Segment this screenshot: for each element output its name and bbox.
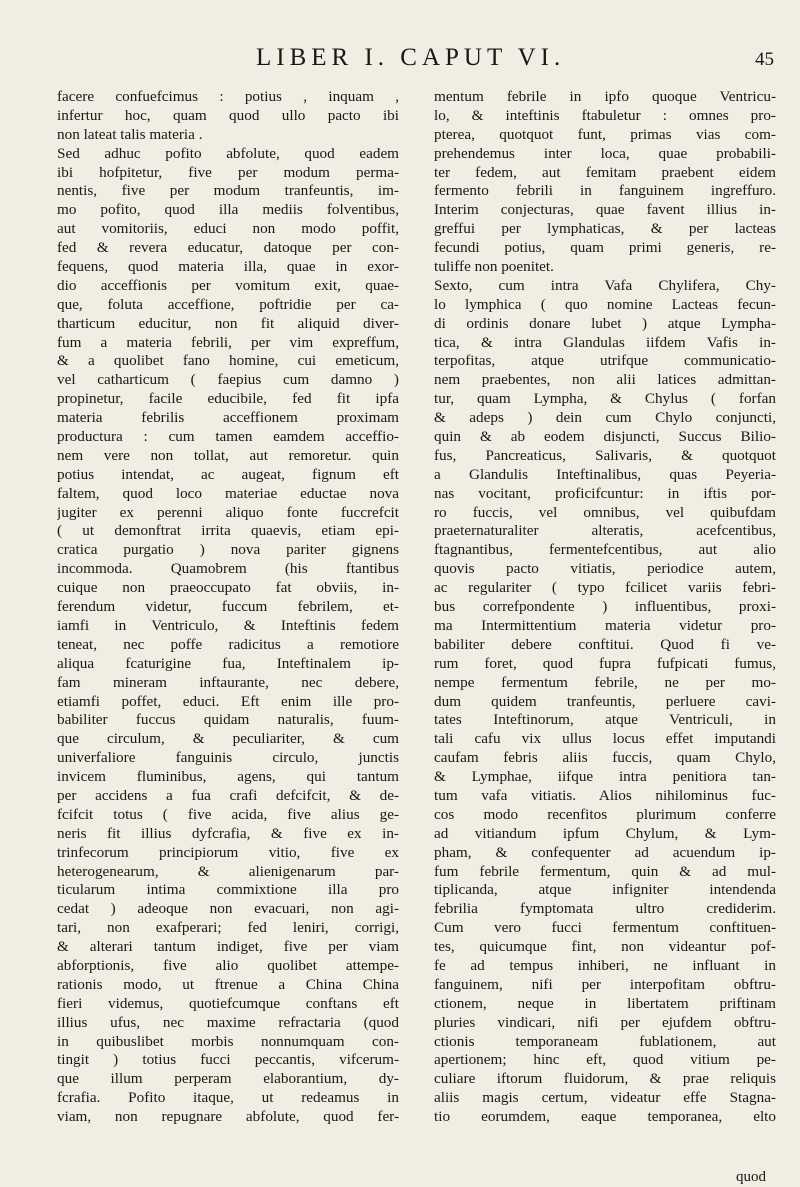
- text-line: heterogenearum, & alienigenarum par-: [57, 862, 399, 880]
- text-line: & alterari tantum indiget, five per viam: [57, 938, 399, 956]
- text-line: cos modo recenfitos plurimum conferre: [434, 805, 776, 823]
- text-line: Interim conjecturas, quae favent illius in-: [434, 201, 776, 219]
- text-line: quin & ab eodem disjuncti, Succus Bilio-: [434, 428, 776, 446]
- text-line: quovis pacto vitiatis, periodice autem,: [434, 560, 776, 578]
- text-line: propinetur, facile educibile, fed fit ipfa: [57, 390, 399, 408]
- text-line: nem praebentes, non alii latices admittan-: [434, 371, 776, 389]
- text-line: facere confuefcimus : potius , inquam ,: [57, 88, 399, 105]
- text-line: neris fit illius dyfcrafia, & five ex in-: [57, 824, 399, 842]
- text-line: fcrafia. Pofito itaque, ut redeamus in: [57, 1089, 399, 1107]
- text-line: tum vafa vitiatis. Alios nihilominus fuc-: [434, 786, 776, 804]
- text-line: non lateat talis materia .: [57, 125, 203, 143]
- text-line: & Lymphae, iifque intra penitiora tan-: [434, 768, 776, 786]
- text-line: productura : cum tamen eamdem acceffio-: [57, 428, 399, 446]
- text-line: ibi hofpitetur, five per modum perma-: [57, 163, 399, 181]
- text-line: faltem, quod loco materiae eductae nova: [57, 484, 399, 502]
- text-line: fieri videmus, quotiefcumque conftans eft: [57, 994, 399, 1012]
- text-line: ro fuccis, vel omnibus, vel quibufdam: [434, 503, 776, 521]
- text-line: aliqua fcaturigine fua, Inteftinalem ip-: [57, 654, 399, 672]
- text-line: fam mineram inftaurante, nec debere,: [57, 673, 399, 691]
- text-line: ac regulariter ( typo fcilicet variis febri-: [434, 579, 776, 597]
- text-line: viam, non repugnare abfolute, quod fer-: [57, 1108, 399, 1126]
- text-line: invicem fluminibus, agens, qui tantum: [57, 768, 399, 786]
- text-line: pham, & confequenter ad acuendum ip-: [434, 843, 776, 861]
- running-header: [60, 44, 780, 78]
- text-line: tharticum educitur, non fit aliquid diver-: [57, 314, 399, 332]
- text-line: fanguinem, nifi per interpofitam obftru-: [434, 975, 776, 993]
- text-line: ad vitiandum ipfum Chylum, & Lym-: [434, 824, 776, 842]
- text-line: infertur hoc, quam quod ullo pacto ibi: [57, 106, 399, 124]
- text-line: aliis magis certum, videatur effe Stagna-: [434, 1089, 776, 1107]
- text-line: ctionis temporaneam fublationem, aut: [434, 1032, 776, 1050]
- text-line: tiplicanda, atque infigniter intendenda: [434, 881, 776, 899]
- text-line: nempe fermentum febrile, ne per mo-: [434, 673, 776, 691]
- text-line: univerfaliore fanguinis circulo, junctis: [57, 749, 399, 767]
- text-line: & adeps ) dein cum Chylo conjuncti,: [434, 409, 776, 427]
- text-line: a Glandulis Inteftinalibus, quas Peyeria-: [434, 465, 776, 483]
- text-line: cedat ) adeoque non evacuari, non agi-: [57, 900, 399, 918]
- text-line: tes, quicumque fint, non videantur pof-: [434, 938, 776, 956]
- text-line: cratica purgatio ) nova pariter gignens: [57, 541, 399, 559]
- text-line: tica, & intra Glandulas iifdem Vafis in-: [434, 333, 776, 351]
- text-line: fus, Pancreaticus, Salivaris, & quotquot: [434, 446, 776, 464]
- text-line: abforptionis, five alio quolibet attempe-: [57, 956, 399, 974]
- text-line: in quibuslibet morbis nonnumquam con-: [57, 1032, 399, 1050]
- text-line: fermento febrili in fanguinem ingreffuro.: [434, 182, 776, 200]
- text-line: ferendum videtur, fuccum febrilem, et-: [57, 598, 399, 616]
- text-line: ( ut demonftrat irrita quaevis, etiam epi-: [57, 522, 399, 540]
- text-line: fum febrile fermentum, quin & ad mul-: [434, 862, 776, 880]
- text-line: caufam febris aliis fuccis, quam Chylo,: [434, 749, 776, 767]
- text-line: tates Inteftinorum, atque Ventriculi, in: [434, 711, 776, 729]
- catchword: quod: [736, 1169, 766, 1185]
- text-line: tali cafu vix ullus locus effet imputandi: [434, 730, 776, 748]
- text-line: ter fedem, aut femitam praebent eidem: [434, 163, 776, 181]
- text-line: terpofitas, atque utrifque communicatio-: [434, 352, 776, 370]
- text-line: Sexto, cum intra Vafa Chylifera, Chy-: [434, 276, 776, 294]
- text-line: febrilia fymptomata ultro crediderim.: [434, 900, 776, 918]
- text-line: que, foluta acceffione, poftridie per ca-: [57, 295, 399, 313]
- text-line: nentis, five per modum tranfeuntis, im-: [57, 182, 399, 200]
- text-line: mo pofito, quod illa mediis folventibus,: [57, 201, 399, 219]
- text-line: cuique non praeoccupato fat obviis, in-: [57, 579, 399, 597]
- text-line: materia febrilis acceffionem proximam: [57, 409, 399, 427]
- text-line: dum quidem tranfeuntis, perluere cavi-: [434, 692, 776, 710]
- text-line: incommoda. Quamobrem (his ftantibus: [57, 560, 399, 578]
- text-line: fecundi potius, quam primi generis, re-: [434, 239, 776, 257]
- text-line: tari, non exafperari; fed leniri, corrigi,: [57, 919, 399, 937]
- page-number: 45: [755, 49, 774, 70]
- text-line: aut vomitoriis, educi non modo poffit,: [57, 220, 399, 238]
- text-line: tur, quam Lympha, & Chylus ( forfan: [434, 390, 776, 408]
- text-line: etiamfi poffet, educi. Eft enim ille pro-: [57, 692, 399, 710]
- text-line: vel catharticum ( faepius cum damno ): [57, 371, 399, 389]
- text-line: jugiter ex perenni aliquo fonte fuccrefcit: [57, 503, 399, 521]
- text-line: iamfi in Ventriculo, & Inteftinis fedem: [57, 616, 399, 634]
- text-line: lo lymphica ( quo nomine Lacteas fecun-: [434, 295, 776, 313]
- text-line: apertionem; hinc eft, quod vitium pe-: [434, 1051, 776, 1069]
- text-line: que circulum, & peculiariter, & cum: [57, 730, 399, 748]
- text-line: bus correfpondente ) influentibus, proxi-: [434, 598, 776, 616]
- text-line: lo, & inteftinis ftabuletur : omnes pro-: [434, 106, 776, 124]
- text-line: pluries vindicari, nifi per ejufdem obftru-: [434, 1013, 776, 1031]
- left-text-column: [57, 88, 399, 1127]
- text-line: & a quolibet fano homine, cui emeticum,: [57, 352, 399, 370]
- text-line: babiliter debere conftitui. Quod fi ve-: [434, 635, 776, 653]
- text-line: Sed adhuc pofito abfolute, quod eadem: [57, 144, 399, 162]
- text-line: ctionem, neque in libertatem priftinam: [434, 994, 776, 1012]
- text-line: culiare iftorum fluidorum, & prae reliquis: [434, 1070, 776, 1088]
- text-line: praeternaturaliter alteratis, acefcentibus,: [434, 522, 776, 540]
- text-line: fcifcit totus ( five acida, five alius ge-: [57, 805, 399, 823]
- text-line: illius ufus, nec maxime refractaria (quod: [57, 1013, 399, 1031]
- text-line: potius intendat, ac augeat, fignum eft: [57, 465, 399, 483]
- text-line: ma Intermittentium materia videtur pro-: [434, 616, 776, 634]
- text-line: babiliter fuccus quidam naturalis, fuum-: [57, 711, 399, 729]
- text-line: rationis modo, ut ftrenue a China China: [57, 975, 399, 993]
- running-title: LIBER I. CAPUT VI.: [256, 44, 566, 71]
- text-line: nem vere non tollat, aut remoretur. quin: [57, 446, 399, 464]
- text-line: fequens, quod materia illa, quae in exor-: [57, 258, 399, 276]
- text-line: ticularum intima commixtione illa pro: [57, 881, 399, 899]
- text-line: ftagnantibus, fermentefcentibus, aut alio: [434, 541, 776, 559]
- text-line: prehendemus inter loca, quae probabili-: [434, 144, 776, 162]
- text-line: di ordinis donare lubet ) atque Lympha-: [434, 314, 776, 332]
- text-line: tio eorumdem, eaque temporanea, elto: [434, 1108, 776, 1126]
- text-line: tingit ) totius fucci peccantis, vifcerum-: [57, 1051, 399, 1069]
- text-line: tuliffe non poenitet.: [434, 258, 554, 276]
- text-line: greffui per lymphaticas, & per lacteas: [434, 220, 776, 238]
- text-line: Cum vero fucci fermentum conftituen-: [434, 919, 776, 937]
- text-line: nas vocitant, proficifcuntur: in iftis por-: [434, 484, 776, 502]
- text-line: rum foret, quod fupra fufpicati fumus,: [434, 654, 776, 672]
- text-line: mentum febrile in ipfo quoque Ventricu-: [434, 88, 776, 105]
- text-line: teneat, nec poffe radicitus a remotiore: [57, 635, 399, 653]
- text-line: per accidens a fua crafi defcifcit, & de-: [57, 786, 399, 804]
- text-line: que illum perperam elaborantium, dy-: [57, 1070, 399, 1088]
- text-line: fed & revera educatur, datoque per con-: [57, 239, 399, 257]
- text-line: fum a materia febrili, per vim expreffum,: [57, 333, 399, 351]
- right-text-column: [434, 88, 776, 1127]
- text-line: trinfecorum principiorum vitio, five ex: [57, 843, 399, 861]
- text-line: dio acceffionis per vomitum exit, quae-: [57, 276, 399, 294]
- text-line: pterea, quotquot funt, primas vias com-: [434, 125, 776, 143]
- text-line: fe ad tempus inhiberi, ne influant in: [434, 956, 776, 974]
